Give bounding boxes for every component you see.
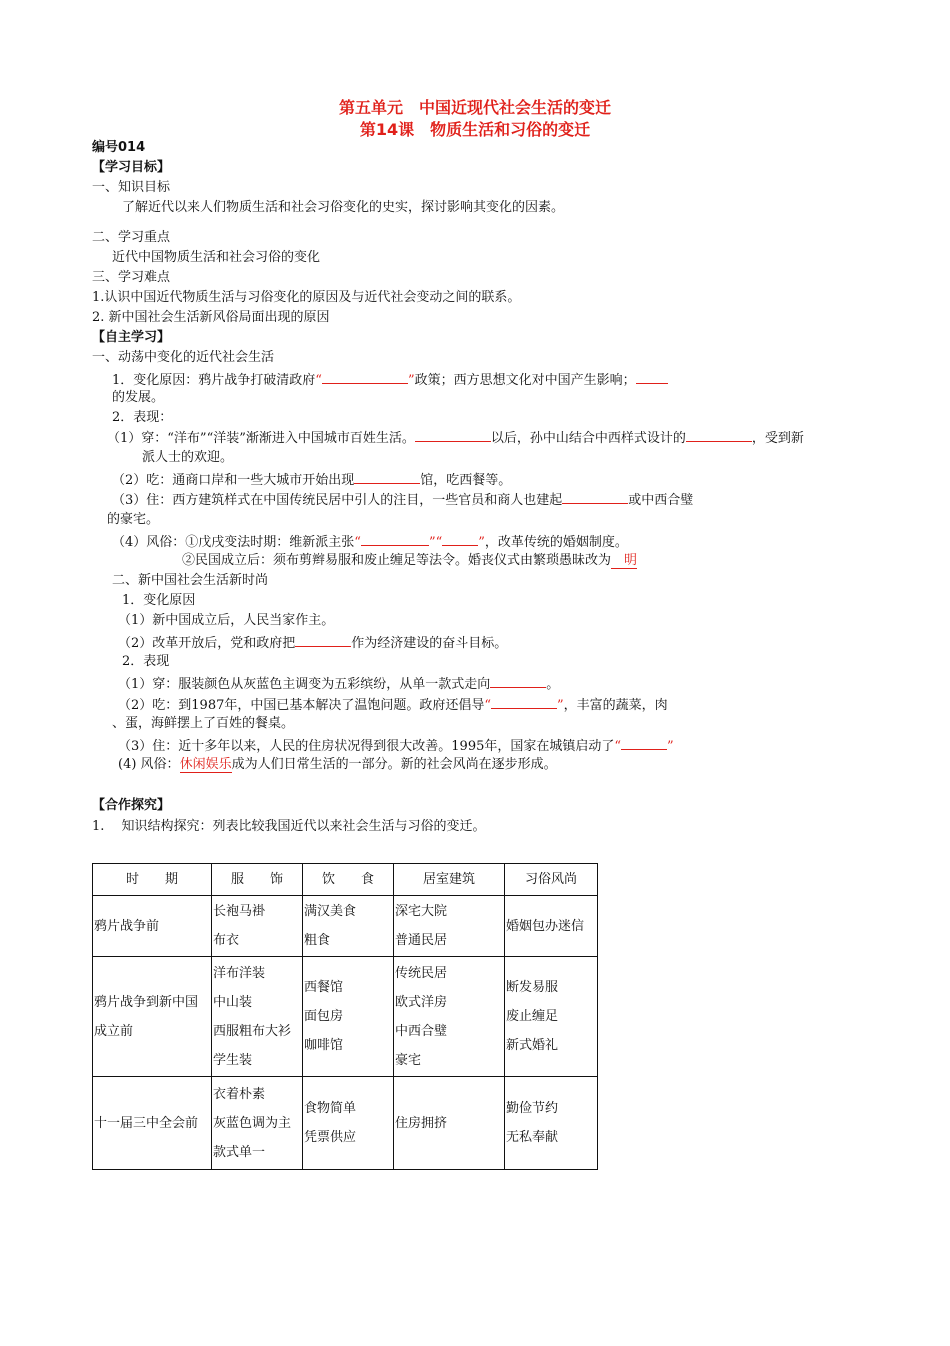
cell-customs: 婚姻包办迷信 <box>505 896 598 957</box>
header-housing: 居室建筑 <box>394 864 505 896</box>
cell-period: 鸦片战争前 <box>93 896 212 957</box>
n-wear-line: （1）穿：服装颜色从灰蓝色主调变为五彩缤纷，从单一款式走向 。 <box>118 674 559 694</box>
knowledge-text: 了解近代以来人们物质生活和社会习俗变化的史实，探讨影响其变化的因素。 <box>122 200 565 215</box>
difficulty-1: 1.认识中国近代物质生活与习俗变化的原因及与近代社会变动之间的联系。 <box>92 290 521 305</box>
cell-food: 食物简单 凭票供应 <box>303 1077 394 1170</box>
difficulty-heading: 三、学习难点 <box>92 270 171 285</box>
knowledge-heading: 一、知识目标 <box>92 180 171 195</box>
cell-period: 鸦片战争到新中国成立前 <box>93 957 212 1077</box>
table-row <box>93 957 598 1077</box>
cell-clothing: 长袍马褂 布衣 <box>212 896 303 957</box>
cell-housing: 传统民居 欧式洋房 中西合璧 豪宅 <box>394 957 505 1077</box>
coop-heading: 【合作探究】 <box>92 798 171 813</box>
n-eat-line: （2）吃：到1987年，中国已基本解决了温饱问题。政府还倡导“ ”，丰富的蔬菜，肉 <box>118 695 668 715</box>
comparison-table <box>92 863 598 1170</box>
goals-heading: 【学习目标】 <box>92 160 171 175</box>
unit-title: 第五单元 中国近现代社会生活的变迁 <box>338 98 611 117</box>
live-line-2: 的豪宅。 <box>107 512 160 527</box>
show-heading: 2．表现： <box>112 410 173 425</box>
header-period: 时 期 <box>93 864 212 896</box>
cell-clothing: 洋布洋装 中山装 西服粗布大衫 学生装 <box>212 957 303 1077</box>
key-text: 近代中国物质生活和社会习俗的变化 <box>112 250 321 265</box>
wear-line: （1）穿：“洋布”“洋装”渐渐进入中国城市百姓生活。 以后，孙中山结合中西样式设计的 ，受到新 <box>107 428 804 448</box>
part1-heading: 一、动荡中变化的近代社会生活 <box>92 350 275 365</box>
cause-2: （2）改革开放后，党和政府把 作为经济建设的奋斗目标。 <box>118 633 507 653</box>
wear-line-2: 派人士的欢迎。 <box>142 450 234 465</box>
difficulty-2: 2. 新中国社会生活新风俗局面出现的原因 <box>92 310 330 325</box>
cell-customs: 断发易服 废止缠足 新式婚礼 <box>505 957 598 1077</box>
table-row <box>93 1077 598 1170</box>
cause-heading: 1．变化原因 <box>122 593 196 608</box>
cell-customs: 勤俭节约 无私奉献 <box>505 1077 598 1170</box>
coop-q1: 1. 知识结构探究：列表比较我国近代以来社会生活与习俗的变迁。 <box>92 819 486 834</box>
n-eat-line-2: 、蛋，海鲜摆上了百姓的餐桌。 <box>112 716 295 731</box>
self-study-heading: 【自主学习】 <box>92 330 171 345</box>
key-heading: 二、学习重点 <box>92 230 171 245</box>
custom-line-2: ②民国成立后：须布剪辫易服和废止缠足等法令。婚丧仪式由繁琐愚昧改为 明 <box>182 553 638 568</box>
cell-housing: 住房拥挤 <box>394 1077 505 1170</box>
custom-line: （4）风俗：①戊戌变法时期：维新派主张“ ”“ ”，改革传统的婚姻制度。 <box>112 532 628 552</box>
cell-clothing: 衣着朴素 灰蓝色调为主 款式单一 <box>212 1077 303 1170</box>
custom-answer: 明 <box>624 553 638 568</box>
n-custom-answer: 休闲娱乐 <box>179 757 232 772</box>
reason-line-2: 的发展。 <box>112 390 165 405</box>
header-customs: 习俗风尚 <box>505 864 598 896</box>
cell-food: 西餐馆 面包房 咖啡馆 <box>303 957 394 1077</box>
live-line: （3）住：西方建筑样式在中国传统民居中引人的注目，一些官员和商人也建起 或中西合璧 <box>112 490 693 510</box>
lesson-title: 第14课 物质生活和习俗的变迁 <box>359 120 591 139</box>
cell-housing: 深宅大院 普通民居 <box>394 896 505 957</box>
n-live-line: （3）住：近十多年以来，人民的住房状况得到很大改善。1995年，国家在城镇启动了“ ” <box>118 736 674 756</box>
table-row <box>93 896 598 957</box>
cause-1: （1）新中国成立后，人民当家作主。 <box>118 613 335 628</box>
header-clothing: 服 饰 <box>212 864 303 896</box>
part2-heading: 二、新中国社会生活新时尚 <box>112 573 269 588</box>
header-food: 饮 食 <box>303 864 394 896</box>
doc-code: 编号014 <box>92 140 146 155</box>
eat-line: （2）吃：通商口岸和一些大城市开始出现 馆，吃西餐等。 <box>112 470 511 490</box>
table-header-row <box>93 864 598 896</box>
cell-period: 十一届三中全会前 <box>93 1077 212 1170</box>
n-custom-line: (4) 风俗：休闲娱乐成为人们日常生活的一部分。新的社会风尚在逐步形成。 <box>118 757 557 772</box>
reason-line: 1．变化原因：鸦片战争打破清政府“ ”政策；西方思想文化对中国产生影响； <box>112 370 668 390</box>
show2-heading: 2．表现 <box>122 654 170 669</box>
cell-food: 满汉美食 粗食 <box>303 896 394 957</box>
